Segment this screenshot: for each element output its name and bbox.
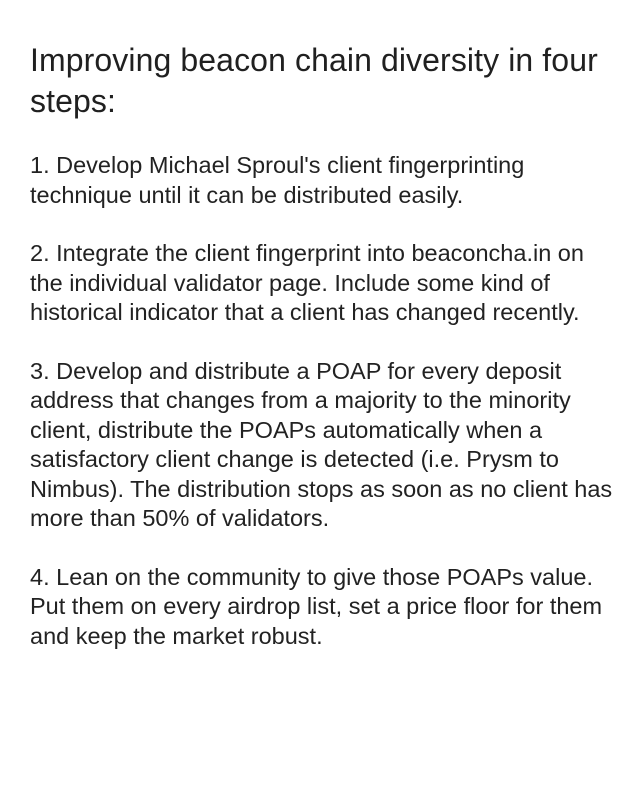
page-title: Improving beacon chain diversity in four steps: — [30, 42, 598, 119]
step-3-text: 3. Develop and distribute a POAP for every deposit address that changes from a majority to the minority client, distribute the POAPs automatically when a satisfactory client change is detected (i.e. Prysm to Nimbus). The distribution stops as soon as no client has more than 50% of validators. — [30, 357, 613, 531]
step-4-text: 4. Lean on the community to give those POAPs value. Put them on every airdrop list, set a price floor for them and keep the market robust. — [30, 563, 603, 649]
document — [30, 40, 620, 651]
step-2-text: 2. Integrate the client fingerprint into beaconcha.in on the individual validator page. Include some kind of historical indicator that a client has changed recently. — [30, 240, 584, 325]
step-1-text: 1. Develop Michael Sproul's client fingerprinting technique until it can be distributed easily. — [30, 152, 525, 208]
